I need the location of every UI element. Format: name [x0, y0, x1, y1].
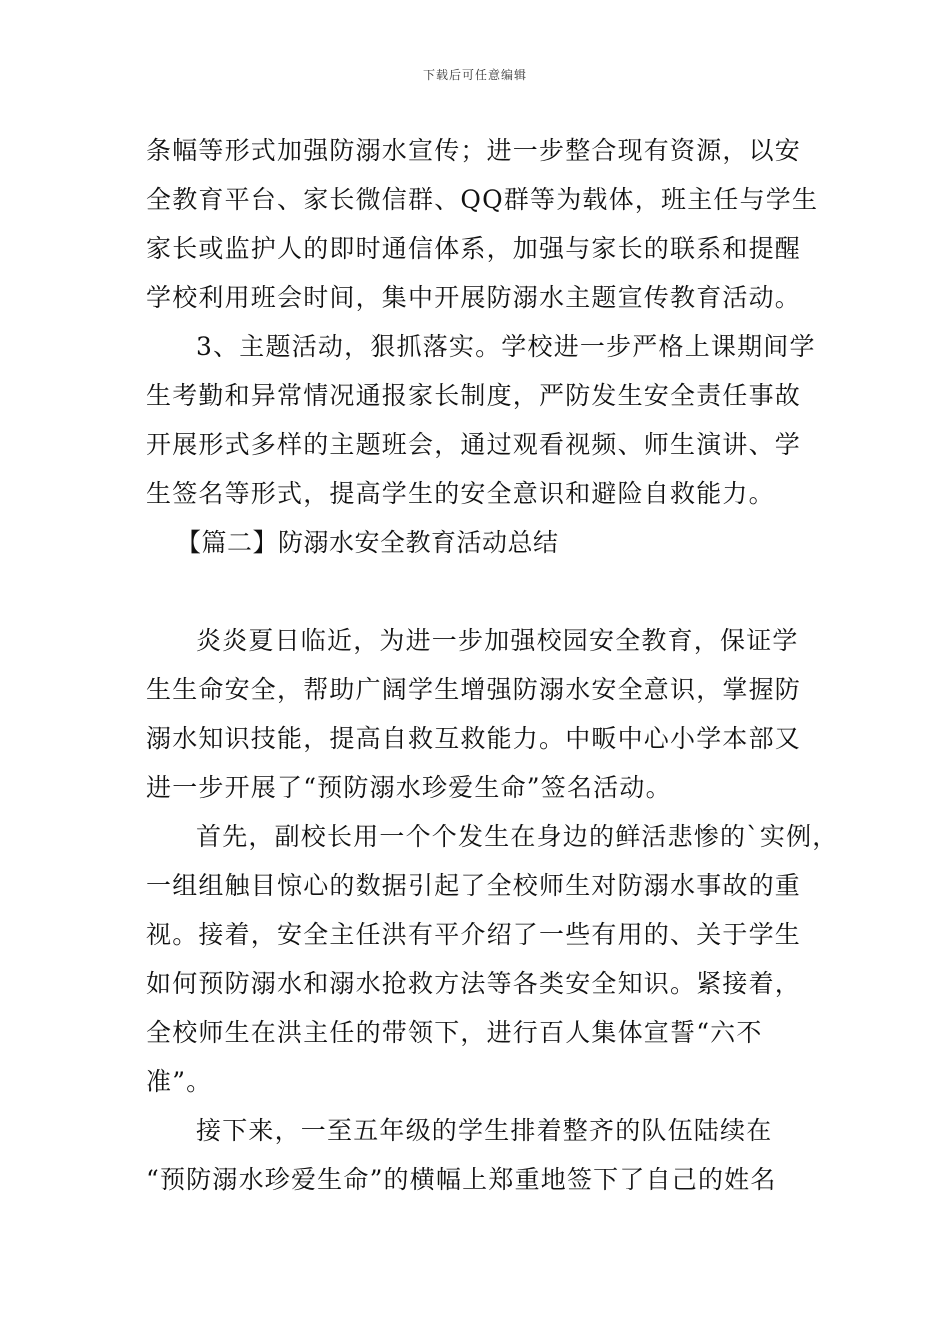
text-line: 一组组触目惊心的数据引起了全校师生对防溺水事故的重	[146, 871, 802, 900]
text-line: 学校利用班会时间，集中开展防溺水主题宣传教育活动。	[146, 283, 802, 312]
page-header-note: 下载后可任意编辑	[422, 68, 527, 82]
text-line: 开展形式多样的主题班会，通过观看视频、师生演讲、学	[146, 430, 802, 459]
text-line: 视。接着，安全主任洪有平介绍了一些有用的、关于学生	[146, 920, 802, 949]
text-line: 准”。	[146, 1067, 213, 1096]
text-line: 生签名等形式，提高学生的安全意识和避险自救能力。	[146, 479, 775, 508]
text-line: “预防溺水珍爱生命”的横幅上郑重地签下了自己的姓名	[146, 1165, 777, 1194]
text-line: 溺水知识技能，提高自救互救能力。中畈中心小学本部又	[146, 724, 802, 753]
text-line: 全教育平台、家长微信群、QQ群等为载体，班主任与学生	[146, 185, 819, 214]
text-line: 进一步开展了“预防溺水珍爱生命”签名活动。	[146, 773, 672, 802]
text-line: 生考勤和异常情况通报家长制度，严防发生安全责任事故	[146, 381, 802, 410]
text-line: 3、主题活动，狠抓落实。学校进一步严格上课期间学	[196, 332, 816, 361]
text-line: 炎炎夏日临近，为进一步加强校园安全教育，保证学	[196, 626, 799, 655]
text-line: 首先，副校长用一个个发生在身边的鲜活悲惨的`实例，	[196, 822, 839, 851]
section-heading: 【篇二】防溺水安全教育活动总结	[176, 528, 559, 557]
text-line: 生生命安全，帮助广阔学生增强防溺水安全意识，掌握防	[146, 675, 802, 704]
blank-spacer	[146, 567, 812, 616]
text-line: 全校师生在洪主任的带领下，进行百人集体宣誓“六不	[146, 1018, 763, 1047]
document-body	[146, 126, 839, 1204]
text-line: 如何预防溺水和溺水抢救方法等各类安全知识。紧接着，	[146, 969, 802, 998]
text-line: 条幅等形式加强防溺水宣传；进一步整合现有资源，以安	[146, 136, 802, 165]
text-line: 家长或监护人的即时通信体系，加强与家长的联系和提醒	[146, 234, 802, 263]
text-line: 接下来，一至五年级的学生排着整齐的队伍陆续在	[196, 1116, 773, 1145]
